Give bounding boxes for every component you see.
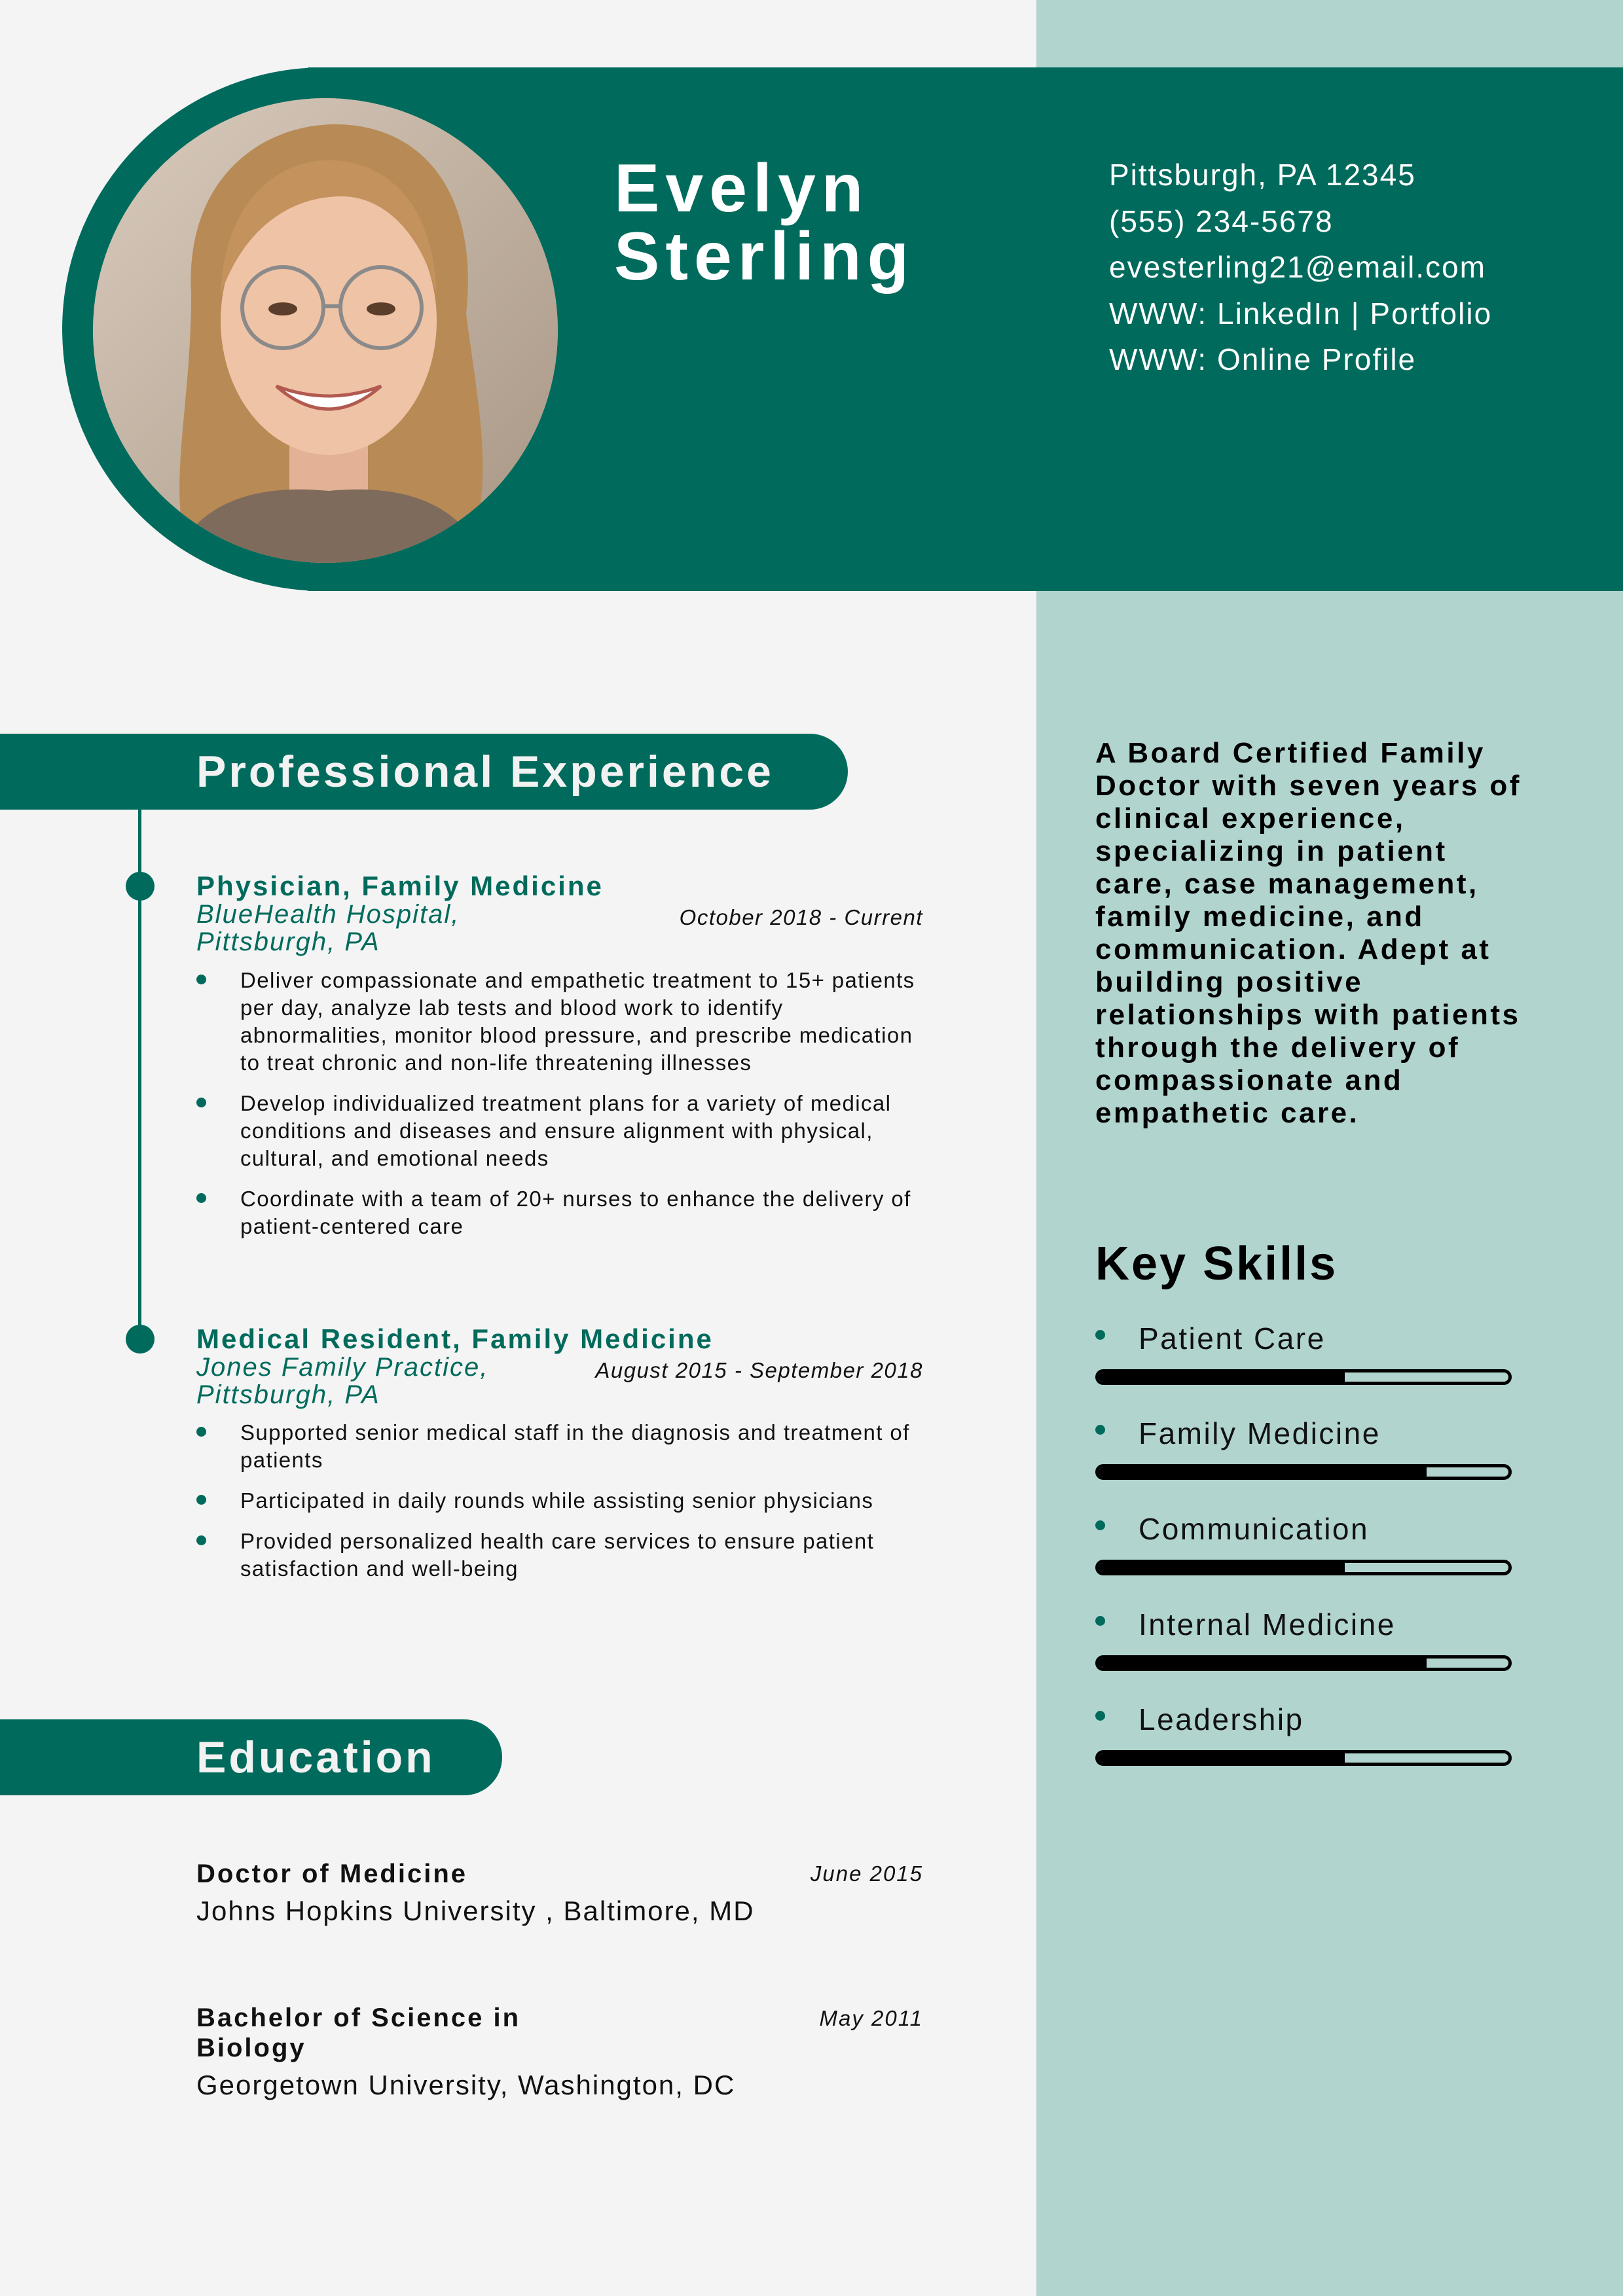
job-org-location: Pittsburgh, PA — [196, 927, 380, 956]
job-org-location: Pittsburgh, PA — [196, 1380, 380, 1409]
profile-summary: A Board Certified Family Doctor with seven years of clinical experience, specializing in patient care, case management, family medicine, and communication. Adept at building positive relationships with patients through the delivery of compassionate and empathetic care. — [1095, 737, 1522, 1129]
job-bullets — [196, 967, 936, 1253]
list-item — [196, 1419, 936, 1474]
bullet-dot — [196, 1495, 206, 1505]
list-item — [196, 1528, 936, 1583]
skill-level-bar — [1095, 1464, 1512, 1480]
education-school: Johns Hopkins University , Baltimore, MD — [196, 1895, 755, 1926]
skill-label: Patient Care — [1139, 1321, 1326, 1355]
list-item — [196, 1185, 936, 1240]
education-date: June 2015 — [810, 1861, 923, 1886]
experience-heading: Professional Experience — [0, 734, 848, 810]
skill-level-fill — [1099, 1467, 1427, 1477]
bullet-text: Participated in daily rounds while assisting senior physicians — [240, 1488, 874, 1513]
contact-address: Pittsburgh, PA 12345 — [1109, 158, 1416, 192]
bullet-dot — [1095, 1616, 1105, 1626]
name-first: Evelyn — [614, 151, 869, 226]
skill-level-bar — [1095, 1655, 1512, 1671]
education-school: Georgetown University, Washington, DC — [196, 2070, 736, 2100]
skill-level-fill — [1099, 1659, 1427, 1668]
name-last: Sterling — [614, 219, 915, 295]
bullet-dot — [1095, 1425, 1105, 1435]
list-item — [196, 1487, 936, 1515]
skill-label: Family Medicine — [1139, 1416, 1381, 1450]
skill-level-bar — [1095, 1750, 1512, 1766]
bullet-dot — [196, 1193, 206, 1203]
skill-level-bar — [1095, 1560, 1512, 1575]
bullet-dot — [1095, 1330, 1105, 1340]
contact-links[interactable]: WWW: LinkedIn | Portfolio — [1109, 296, 1493, 331]
skill-label: Internal Medicine — [1139, 1607, 1396, 1641]
education-degree: Doctor of Medicine — [196, 1859, 468, 1888]
contact-phone[interactable]: (555) 234-5678 — [1109, 204, 1334, 238]
timeline-dot — [126, 1325, 155, 1354]
bullet-dot — [1095, 1711, 1105, 1721]
candidate-name — [614, 151, 915, 295]
job-dates: October 2018 - Current — [679, 905, 923, 929]
job-title: Physician, Family Medicine — [196, 870, 604, 901]
skill-level-fill — [1099, 1563, 1345, 1572]
skills-heading: Key Skills — [1095, 1238, 1338, 1290]
education-date: May 2011 — [819, 2006, 923, 2030]
bullet-dot — [196, 1535, 206, 1545]
skill-label: Leadership — [1139, 1702, 1304, 1736]
contact-email[interactable]: evesterling21@email.com — [1109, 250, 1486, 284]
job-org-name: BlueHealth Hospital, — [196, 900, 460, 929]
job-title: Medical Resident, Family Medicine — [196, 1323, 714, 1354]
job-dates: August 2015 - September 2018 — [595, 1358, 923, 1382]
profile-photo — [93, 98, 558, 563]
contact-online-profile[interactable]: WWW: Online Profile — [1109, 342, 1417, 376]
skill-label: Communication — [1139, 1512, 1370, 1546]
education-heading: Education — [0, 1719, 502, 1795]
list-item — [196, 967, 936, 1077]
job-organization — [196, 1354, 488, 1408]
job-bullets — [196, 1419, 936, 1596]
contact-block — [1109, 152, 1492, 383]
portrait-illustration — [93, 98, 558, 563]
job-org-name: Jones Family Practice, — [196, 1353, 489, 1382]
bullet-dot — [196, 1427, 206, 1437]
job-organization — [196, 901, 460, 956]
bullet-text: Coordinate with a team of 20+ nurses to enhance the delivery of patient-centered care — [240, 1187, 911, 1238]
bullet-text: Supported senior medical staff in the diagnosis and treatment of patients — [240, 1420, 910, 1472]
bullet-text: Develop individualized treatment plans for a variety of medical conditions and diseases and ensure alignment with physical, cultural, and emotional needs — [240, 1091, 892, 1170]
bullet-dot — [1095, 1520, 1105, 1530]
education-degree: Bachelor of Science in Biology — [196, 2003, 521, 2062]
skill-level-fill — [1099, 1372, 1345, 1382]
bullet-text: Deliver compassionate and empathetic treatment to 15+ patients per day, analyze lab tests and blood work to identify abnormalities, monitor blood pressure, and prescribe medication to treat chronic and non-life threatening illnesses — [240, 968, 915, 1075]
bullet-text: Provided personalized health care services to ensure patient satisfaction and well-being — [240, 1529, 875, 1581]
skill-level-fill — [1099, 1753, 1345, 1763]
bullet-dot — [196, 1098, 206, 1107]
list-item — [196, 1090, 936, 1172]
bullet-dot — [196, 975, 206, 984]
skill-level-bar — [1095, 1369, 1512, 1385]
timeline-dot — [126, 872, 155, 901]
